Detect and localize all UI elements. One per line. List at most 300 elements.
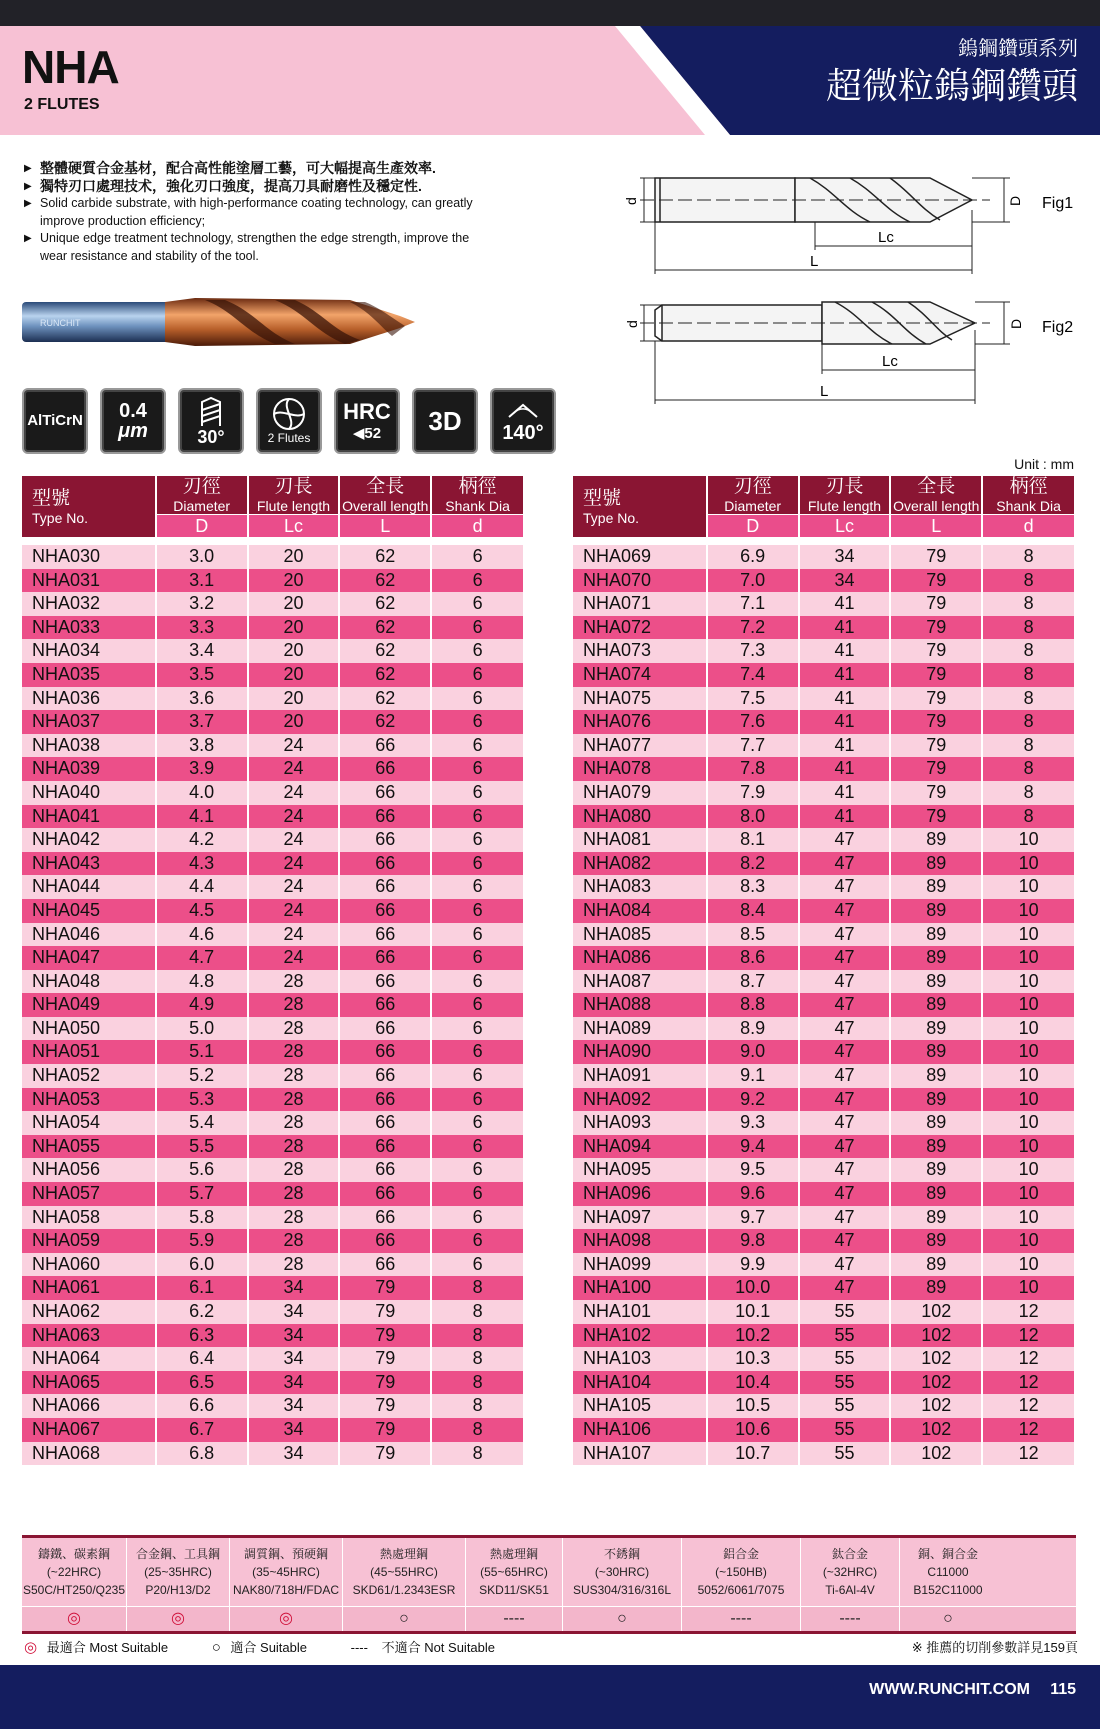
type-no-cell: NHA032 xyxy=(22,592,156,616)
suitability-mark: ◎ xyxy=(22,1607,127,1631)
flute-length-cell: 47 xyxy=(799,970,891,994)
flute-length-header: 刃長 Flute length xyxy=(799,476,891,515)
diameter-cell: 8.9 xyxy=(707,1017,799,1041)
flute-length-cell: 28 xyxy=(248,1040,340,1064)
shank-dia-cell: 10 xyxy=(982,899,1075,923)
flute-length-cell: 55 xyxy=(799,1418,891,1442)
material-grade: SKD11/SK51 xyxy=(479,1583,549,1597)
flute-length-cell: 28 xyxy=(248,1064,340,1088)
material-cell xyxy=(801,1538,900,1606)
page-header xyxy=(0,26,1100,135)
shank-dia-cell: 12 xyxy=(982,1347,1075,1371)
diameter-cell: 5.8 xyxy=(156,1206,248,1230)
table-row xyxy=(22,1371,524,1395)
bullet-triangle-icon: ▶ xyxy=(24,180,32,192)
flute-length-cell: 34 xyxy=(248,1418,340,1442)
overall-length-cell: 102 xyxy=(890,1418,982,1442)
table-row xyxy=(22,1442,524,1466)
diameter-cell: 10.1 xyxy=(707,1300,799,1324)
material-suitability-table xyxy=(22,1535,1076,1634)
overall-length-cell: 66 xyxy=(339,852,431,876)
not-suitable-label: 不適合 Not Suitable xyxy=(381,1640,496,1655)
spec-table-left xyxy=(22,476,525,1465)
material-names-row xyxy=(22,1538,1076,1606)
flute-length-cell: 20 xyxy=(248,569,340,593)
shank-dia-cell: 10 xyxy=(982,852,1075,876)
shank-dia-cell: 8 xyxy=(431,1418,524,1442)
flute-length-cell: 47 xyxy=(799,1158,891,1182)
type-no-cell: NHA104 xyxy=(573,1371,707,1395)
overall-length-cell: 79 xyxy=(890,639,982,663)
table-row xyxy=(22,946,524,970)
website-link[interactable]: WWW.RUNCHIT.COM xyxy=(869,1681,1030,1698)
top-bar xyxy=(0,0,1100,26)
table-row xyxy=(573,993,1075,1017)
suitability-mark: ---- xyxy=(466,1607,563,1631)
flute-length-cell: 47 xyxy=(799,1088,891,1112)
diameter-cell: 9.9 xyxy=(707,1253,799,1277)
shank-dia-cell: 6 xyxy=(431,1229,524,1253)
overall-length-cell: 66 xyxy=(339,757,431,781)
flute-length-cell: 28 xyxy=(248,1182,340,1206)
flute-length-cell: 41 xyxy=(799,592,891,616)
diameter-cell: 4.6 xyxy=(156,923,248,947)
type-no-cell: NHA036 xyxy=(22,687,156,711)
overall-length-cell: 62 xyxy=(339,616,431,640)
diameter-cell: 4.8 xyxy=(156,970,248,994)
flute-length-cell: 47 xyxy=(799,1182,891,1206)
shank-dia-cell: 12 xyxy=(982,1418,1075,1442)
diameter-cell: 5.6 xyxy=(156,1158,248,1182)
overall-length-cell: 89 xyxy=(890,946,982,970)
overall-length-cell: 79 xyxy=(339,1300,431,1324)
type-no-cell: NHA041 xyxy=(22,805,156,829)
flute-length-cell: 41 xyxy=(799,663,891,687)
overall-length-cell: 79 xyxy=(890,757,982,781)
shank-dia-cell: 6 xyxy=(431,710,524,734)
fig1-label: Fig1 xyxy=(1042,195,1074,212)
flute-length-cell: 28 xyxy=(248,1135,340,1159)
diameter-cell: 6.6 xyxy=(156,1394,248,1418)
flute-length-cell: 34 xyxy=(248,1442,340,1466)
type-no-cell: NHA106 xyxy=(573,1418,707,1442)
type-no-cell: NHA088 xyxy=(573,993,707,1017)
diameter-cell: 8.3 xyxy=(707,875,799,899)
shank-dia-cell: 6 xyxy=(431,639,524,663)
type-no-cell: NHA066 xyxy=(22,1394,156,1418)
material-name: 熱處理鋼 xyxy=(489,1547,538,1561)
type-no-cell: NHA054 xyxy=(22,1111,156,1135)
material-grade: Ti-6Al-4V xyxy=(825,1583,875,1597)
overall-length-cell: 89 xyxy=(890,1158,982,1182)
type-no-cell: NHA105 xyxy=(573,1394,707,1418)
diameter-cell: 6.7 xyxy=(156,1418,248,1442)
table-row xyxy=(573,946,1075,970)
diameter-cell: 9.0 xyxy=(707,1040,799,1064)
suitability-mark: ---- xyxy=(682,1607,801,1631)
type-no-cell: NHA050 xyxy=(22,1017,156,1041)
bullet-triangle-icon: ▶ xyxy=(24,233,32,244)
type-no-cell: NHA040 xyxy=(22,781,156,805)
overall-length-cell: 62 xyxy=(339,710,431,734)
type-no-cell: NHA091 xyxy=(573,1064,707,1088)
shank-dia-cell: 6 xyxy=(431,1017,524,1041)
overall-length-cell: 89 xyxy=(890,1040,982,1064)
flute-length-cell: 34 xyxy=(248,1394,340,1418)
fig2-length-label: L xyxy=(820,383,829,400)
diameter-cell: 5.1 xyxy=(156,1040,248,1064)
type-no-cell: NHA076 xyxy=(573,710,707,734)
material-hrc: (45~55HRC) xyxy=(370,1565,438,1579)
cutting-parameters-note: ※ 推薦的切削參數詳見159頁 xyxy=(911,1640,1078,1655)
shank-dia-cell: 6 xyxy=(431,757,524,781)
table-row xyxy=(573,1394,1075,1418)
overall-length-cell: 89 xyxy=(890,1253,982,1277)
diameter-cell: 6.4 xyxy=(156,1347,248,1371)
overall-length-cell: 89 xyxy=(890,828,982,852)
bullet-triangle-icon: ▶ xyxy=(24,163,32,174)
not-suitable-icon: ---- xyxy=(350,1640,368,1655)
shank-dia-cell: 6 xyxy=(431,805,524,829)
table-row xyxy=(22,1394,524,1418)
type-no-cell: NHA092 xyxy=(573,1088,707,1112)
shank-dia-cell: 8 xyxy=(982,734,1075,758)
table-row xyxy=(22,993,524,1017)
overall-length-cell: 89 xyxy=(890,1276,982,1300)
table-row xyxy=(22,781,524,805)
overall-length-cell: 79 xyxy=(890,545,982,569)
shank-dia-cell: 12 xyxy=(982,1300,1075,1324)
diameter-cell: 3.0 xyxy=(156,545,248,569)
overall-length-cell: 66 xyxy=(339,1017,431,1041)
table-row xyxy=(573,1111,1075,1135)
fig2-diameter-label: D xyxy=(1008,318,1024,329)
type-no-cell: NHA065 xyxy=(22,1371,156,1395)
flute-length-cell: 55 xyxy=(799,1371,891,1395)
shank-dia-cell: 10 xyxy=(982,1135,1075,1159)
diameter-cell: 10.6 xyxy=(707,1418,799,1442)
shank-dia-cell: 8 xyxy=(982,616,1075,640)
shank-dia-cell: 6 xyxy=(431,545,524,569)
flute-length-cell: 20 xyxy=(248,663,340,687)
overall-length-cell: 79 xyxy=(890,569,982,593)
overall-length-cell: 89 xyxy=(890,1088,982,1112)
diameter-cell: 6.1 xyxy=(156,1276,248,1300)
overall-length-cell: 79 xyxy=(890,734,982,758)
shank-dia-cell: 6 xyxy=(431,970,524,994)
table-row xyxy=(22,545,524,569)
overall-length-cell: 102 xyxy=(890,1442,982,1466)
flute-length-cell: 24 xyxy=(248,923,340,947)
flute-length-cell: 55 xyxy=(799,1347,891,1371)
shank-dia-cell: 6 xyxy=(431,1040,524,1064)
overall-length-cell: 66 xyxy=(339,923,431,947)
shank-dia-cell: 8 xyxy=(431,1371,524,1395)
type-no-cell: NHA096 xyxy=(573,1182,707,1206)
material-hrc: (~22HRC) xyxy=(46,1565,102,1579)
flute-length-cell: 24 xyxy=(248,805,340,829)
table-row xyxy=(22,1017,524,1041)
type-no-cell: NHA039 xyxy=(22,757,156,781)
flute-length-cell: 34 xyxy=(248,1347,340,1371)
shank-dia-cell: 6 xyxy=(431,875,524,899)
shank-dia-cell: 12 xyxy=(982,1442,1075,1466)
flute-length-cell: 20 xyxy=(248,592,340,616)
shank-dia-cell: 6 xyxy=(431,828,524,852)
material-grade: B152C11000 xyxy=(913,1583,983,1597)
flute-section-icon xyxy=(271,397,307,431)
overall-length-cell: 66 xyxy=(339,1088,431,1112)
flute-length-cell: 28 xyxy=(248,970,340,994)
type-no-cell: NHA068 xyxy=(22,1442,156,1466)
shank-dia-cell: 10 xyxy=(982,1276,1075,1300)
table-row xyxy=(22,899,524,923)
diameter-cell: 3.4 xyxy=(156,639,248,663)
depth-icon: 3D xyxy=(412,388,478,454)
type-no-cell: NHA045 xyxy=(22,899,156,923)
shank-dia-cell: 8 xyxy=(431,1442,524,1466)
diameter-cell: 10.7 xyxy=(707,1442,799,1466)
helix-angle-icon: 30° xyxy=(178,388,244,454)
type-no-cell: NHA075 xyxy=(573,687,707,711)
table-row xyxy=(573,569,1075,593)
shank-dia-cell: 6 xyxy=(431,1206,524,1230)
table-row xyxy=(573,1088,1075,1112)
overall-length-cell: 79 xyxy=(890,710,982,734)
shank-dia-cell: 8 xyxy=(431,1347,524,1371)
flute-length-cell: 41 xyxy=(799,616,891,640)
diameter-cell: 7.5 xyxy=(707,687,799,711)
material-cell xyxy=(682,1538,801,1606)
diameter-cell: 3.3 xyxy=(156,616,248,640)
table-row xyxy=(22,616,524,640)
grain-size-icon: 0.4 μm xyxy=(100,388,166,454)
flute-length-cell: 47 xyxy=(799,1276,891,1300)
flute-length-symbol: Lc xyxy=(248,515,340,538)
material-hrc: (55~65HRC) xyxy=(480,1565,548,1579)
flute-length-cell: 41 xyxy=(799,805,891,829)
table-row xyxy=(573,970,1075,994)
flute-length-cell: 47 xyxy=(799,1253,891,1277)
shank-dia-cell: 6 xyxy=(431,1064,524,1088)
table-row xyxy=(22,1418,524,1442)
suitable-icon: ○ xyxy=(211,1639,221,1656)
table-row xyxy=(573,805,1075,829)
type-no-cell: NHA067 xyxy=(22,1418,156,1442)
table-row xyxy=(573,1040,1075,1064)
table-row xyxy=(22,592,524,616)
shank-dia-cell: 8 xyxy=(982,592,1075,616)
table-row xyxy=(573,592,1075,616)
suitable-label: 適合 Suitable xyxy=(230,1640,307,1655)
overall-length-cell: 79 xyxy=(890,805,982,829)
type-no-cell: NHA031 xyxy=(22,569,156,593)
flute-length-cell: 47 xyxy=(799,946,891,970)
diameter-cell: 4.4 xyxy=(156,875,248,899)
overall-length-cell: 66 xyxy=(339,875,431,899)
shank-dia-cell: 10 xyxy=(982,970,1075,994)
overall-length-cell: 79 xyxy=(339,1347,431,1371)
overall-length-cell: 66 xyxy=(339,1182,431,1206)
shank-dia-cell: 8 xyxy=(982,781,1075,805)
overall-length-cell: 62 xyxy=(339,663,431,687)
shank-dia-cell: 8 xyxy=(982,687,1075,711)
shank-dia-cell: 10 xyxy=(982,993,1075,1017)
overall-length-cell: 89 xyxy=(890,1206,982,1230)
material-grade: NAK80/718H/FDAC xyxy=(232,1583,340,1597)
shank-dia-cell: 10 xyxy=(982,875,1075,899)
type-no-cell: NHA047 xyxy=(22,946,156,970)
table-row xyxy=(22,639,524,663)
shank-dia-cell: 10 xyxy=(982,1253,1075,1277)
overall-length-cell: 79 xyxy=(339,1418,431,1442)
table-row xyxy=(573,1442,1075,1466)
overall-length-cell: 66 xyxy=(339,805,431,829)
diameter-cell: 10.2 xyxy=(707,1324,799,1348)
overall-length-cell: 89 xyxy=(890,970,982,994)
flute-length-cell: 24 xyxy=(248,781,340,805)
type-no-cell: NHA085 xyxy=(573,923,707,947)
table-row xyxy=(573,1276,1075,1300)
diameter-cell: 9.7 xyxy=(707,1206,799,1230)
diameter-cell: 4.0 xyxy=(156,781,248,805)
overall-length-cell: 66 xyxy=(339,946,431,970)
diameter-cell: 10.0 xyxy=(707,1276,799,1300)
flute-length-cell: 28 xyxy=(248,1017,340,1041)
table-row xyxy=(22,1347,524,1371)
overall-length-cell: 102 xyxy=(890,1394,982,1418)
type-no-cell: NHA071 xyxy=(573,592,707,616)
diameter-cell: 4.3 xyxy=(156,852,248,876)
flute-length-cell: 47 xyxy=(799,1135,891,1159)
table-row xyxy=(573,687,1075,711)
diameter-cell: 7.3 xyxy=(707,639,799,663)
type-no-cell: NHA081 xyxy=(573,828,707,852)
flute-length-cell: 34 xyxy=(248,1371,340,1395)
material-grade: 5052/6061/7075 xyxy=(697,1583,785,1597)
type-no-cell: NHA057 xyxy=(22,1182,156,1206)
type-no-cell: NHA080 xyxy=(573,805,707,829)
overall-length-cell: 79 xyxy=(890,616,982,640)
fig2-flute-length-label: Lc xyxy=(882,353,898,370)
overall-length-cell: 62 xyxy=(339,592,431,616)
diameter-cell: 3.2 xyxy=(156,592,248,616)
flute-length-cell: 34 xyxy=(799,545,891,569)
table-row xyxy=(22,1206,524,1230)
diameter-header: 刃徑 Diameter xyxy=(156,476,248,515)
diameter-cell: 9.6 xyxy=(707,1182,799,1206)
flute-length-cell: 20 xyxy=(248,545,340,569)
feature-item: ▶ Unique edge treatment technology, strengthen the edge strength, improve the wear resistance and stability of the tool. xyxy=(24,230,494,265)
shank-dia-cell: 6 xyxy=(431,569,524,593)
overall-length-cell: 66 xyxy=(339,828,431,852)
diameter-cell: 8.1 xyxy=(707,828,799,852)
shank-dia-cell: 8 xyxy=(982,569,1075,593)
overall-length-symbol: L xyxy=(890,515,982,538)
overall-length-cell: 62 xyxy=(339,569,431,593)
overall-length-cell: 66 xyxy=(339,1064,431,1088)
type-no-cell: NHA073 xyxy=(573,639,707,663)
flute-length-cell: 24 xyxy=(248,734,340,758)
diameter-cell: 6.9 xyxy=(707,545,799,569)
overall-length-cell: 89 xyxy=(890,1135,982,1159)
type-no-cell: NHA078 xyxy=(573,757,707,781)
type-no-cell: NHA069 xyxy=(573,545,707,569)
material-cell xyxy=(22,1538,127,1606)
overall-length-cell: 66 xyxy=(339,1253,431,1277)
material-marks-row xyxy=(22,1606,1076,1631)
flute-length-cell: 41 xyxy=(799,710,891,734)
material-hrc: (25~35HRC) xyxy=(144,1565,212,1579)
flute-length-cell: 28 xyxy=(248,1229,340,1253)
type-no-cell: NHA056 xyxy=(22,1158,156,1182)
material-cell xyxy=(343,1538,466,1606)
diameter-cell: 9.8 xyxy=(707,1229,799,1253)
bullet-triangle-icon: ▶ xyxy=(24,198,32,209)
table-row xyxy=(573,1158,1075,1182)
table-row xyxy=(573,828,1075,852)
suitability-mark: ◎ xyxy=(127,1607,230,1631)
shank-dia-cell: 6 xyxy=(431,1253,524,1277)
diameter-cell: 3.8 xyxy=(156,734,248,758)
table-row xyxy=(22,970,524,994)
diameter-cell: 8.8 xyxy=(707,993,799,1017)
table-row xyxy=(573,1347,1075,1371)
diameter-cell: 3.9 xyxy=(156,757,248,781)
type-no-cell: NHA070 xyxy=(573,569,707,593)
type-no-cell: NHA079 xyxy=(573,781,707,805)
diameter-cell: 8.2 xyxy=(707,852,799,876)
table-row xyxy=(573,1371,1075,1395)
material-hrc: (~150HB) xyxy=(715,1565,767,1579)
type-header: 型號 Type No. xyxy=(573,476,707,537)
flute-length-symbol: Lc xyxy=(799,515,891,538)
material-name: 鑄鐵、碳素鋼 xyxy=(37,1547,110,1561)
table-row xyxy=(573,923,1075,947)
table-row xyxy=(22,1111,524,1135)
material-cell xyxy=(230,1538,343,1606)
material-hrc: C11000 xyxy=(927,1565,969,1579)
flute-length-cell: 47 xyxy=(799,828,891,852)
type-no-cell: NHA042 xyxy=(22,828,156,852)
flute-length-cell: 34 xyxy=(799,569,891,593)
overall-length-cell: 66 xyxy=(339,734,431,758)
overall-length-cell: 79 xyxy=(339,1276,431,1300)
flutes-subtitle: 2 FLUTES xyxy=(24,96,100,113)
fig1-flute-length-label: Lc xyxy=(878,229,894,246)
spec-table-right xyxy=(573,476,1076,1465)
overall-length-cell: 102 xyxy=(890,1300,982,1324)
overall-length-cell: 66 xyxy=(339,993,431,1017)
table-row xyxy=(573,734,1075,758)
diameter-cell: 4.2 xyxy=(156,828,248,852)
flute-length-cell: 47 xyxy=(799,875,891,899)
flute-length-cell: 47 xyxy=(799,1111,891,1135)
diameter-cell: 6.2 xyxy=(156,1300,248,1324)
flute-length-cell: 47 xyxy=(799,1040,891,1064)
type-no-cell: NHA058 xyxy=(22,1206,156,1230)
diameter-cell: 6.3 xyxy=(156,1324,248,1348)
feature-item: ▶ 獨特刃口處理技术，強化刃口強度，提高刀具耐磨性及穩定性. xyxy=(24,177,422,194)
shank-dia-cell: 6 xyxy=(431,899,524,923)
overall-length-cell: 89 xyxy=(890,1064,982,1088)
diameter-cell: 10.4 xyxy=(707,1371,799,1395)
type-no-cell: NHA094 xyxy=(573,1135,707,1159)
shank-dia-cell: 8 xyxy=(431,1276,524,1300)
diameter-cell: 6.0 xyxy=(156,1253,248,1277)
suitability-mark: ○ xyxy=(343,1607,466,1631)
shank-dia-cell: 10 xyxy=(982,1017,1075,1041)
